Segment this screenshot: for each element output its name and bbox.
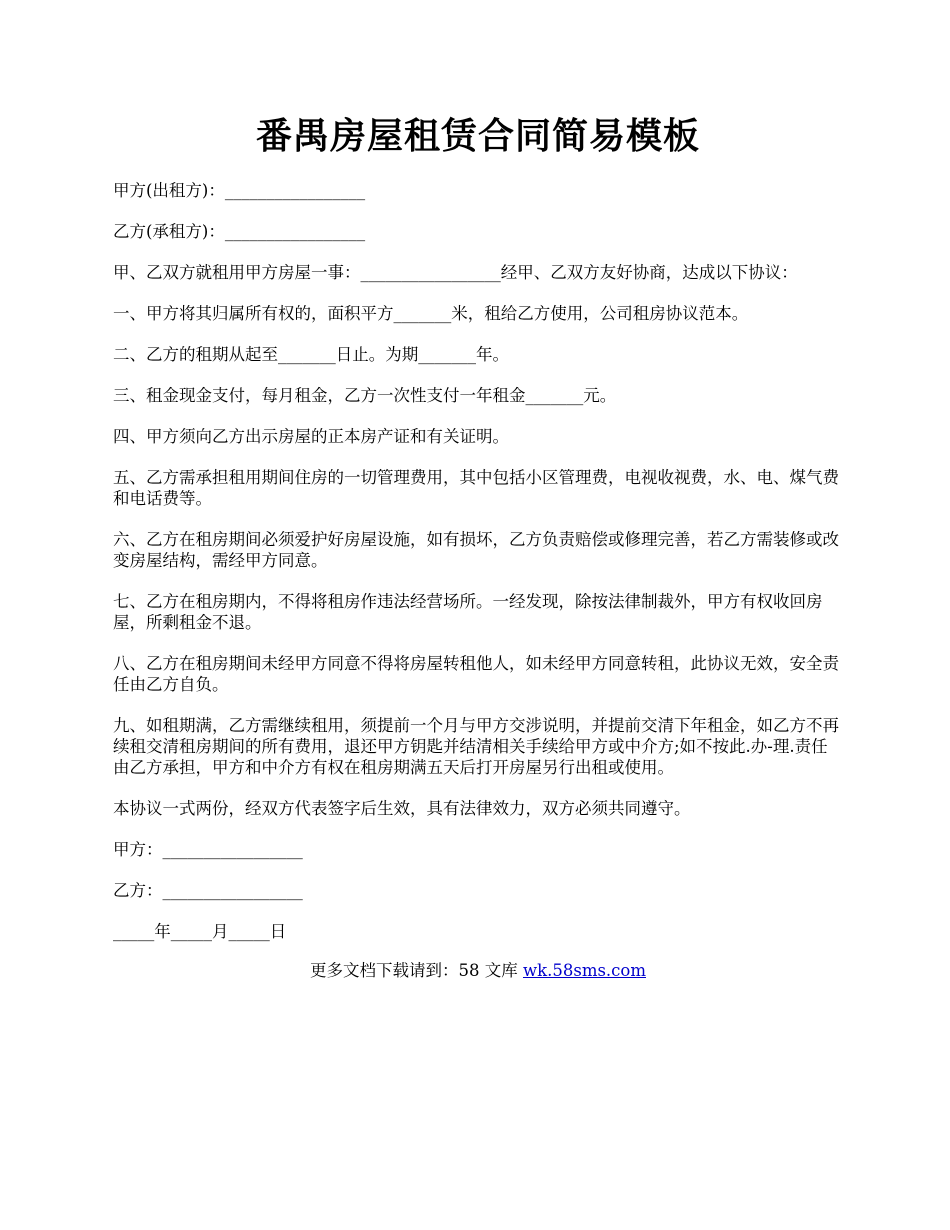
signature-party-b: 乙方：_________________ — [113, 881, 303, 900]
clause-8: 八、乙方在租房期间未经甲方同意不得将房屋转租他人，如未经甲方同意转租，此协议无效，安全责任由乙方自负。 — [113, 654, 839, 694]
date-line: _____年_____月_____日 — [113, 922, 287, 941]
document-title: 番禺房屋租赁合同简易模板 — [255, 115, 700, 157]
clause-5: 五、乙方需承担租用期间住房的一切管理费用，其中包括小区管理费，电视收视费，水、电、煤气费和电话费等。 — [113, 468, 839, 508]
signature-party-a: 甲方：_________________ — [113, 840, 303, 859]
party-b-line: 乙方(承租方)：_________________ — [113, 222, 366, 241]
clause-9: 九、如租期满，乙方需继续租用，须提前一个月与甲方交涉说明，并提前交清下年租金，如乙方不再续租交清租房期间的所有费用，退还甲方钥匙并结清相关手续给甲方或中介方;如不按此.办-理.责任由乙方承担，甲方和中介方有权在租房期满五天后打开房屋另行出租或使用。 — [113, 716, 839, 777]
document-page — [113, 108, 843, 981]
closing-statement: 本协议一式两份，经双方代表签字后生效，具有法律效力，双方必须共同遵守。 — [113, 799, 691, 818]
clause-1: 一、甲方将其归属所有权的，面积平方_______米，租给乙方使用，公司租房协议范本。 — [113, 304, 749, 323]
clause-4: 四、甲方须向乙方出示房屋的正本房产证和有关证明。 — [113, 427, 509, 446]
clause-2: 二、乙方的租期从起至_______日止。为期_______年。 — [113, 345, 509, 364]
footer — [113, 960, 843, 981]
footer-prefix: 更多文档下载请到：58 文库 — [309, 961, 523, 980]
footer-link[interactable]: wk.58sms.com — [522, 961, 646, 980]
clause-3: 三、租金现金支付，每月租金，乙方一次性支付一年租金_______元。 — [113, 386, 617, 405]
preamble-paragraph: 甲、乙双方就租用甲方房屋一事：_________________经甲、乙双方友好协商，达成以下协议： — [113, 263, 798, 282]
party-a-line: 甲方(出租方)：_________________ — [113, 181, 366, 200]
clause-6: 六、乙方在租房期间必须爱护好房屋设施，如有损坏，乙方负责赔偿或修理完善，若乙方需装修或改变房屋结构，需经甲方同意。 — [113, 530, 839, 570]
clause-7: 七、乙方在租房期内，不得将租房作违法经营场所。一经发现，除按法律制裁外，甲方有权收回房屋，所剩租金不退。 — [113, 592, 823, 632]
